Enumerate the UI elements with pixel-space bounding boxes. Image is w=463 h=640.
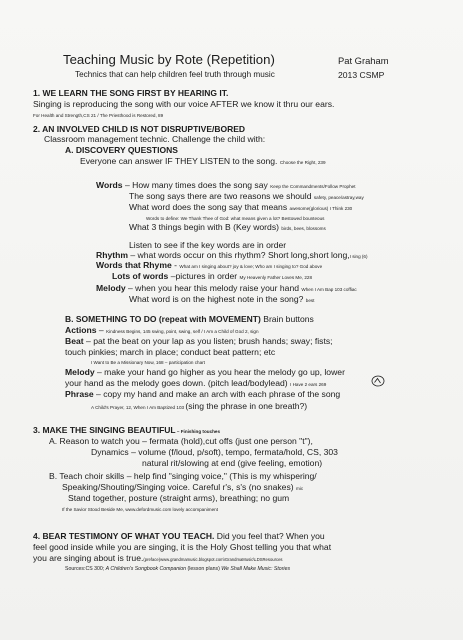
sources-book-2: We Shall Make Music: Stories bbox=[221, 566, 291, 572]
beat-line-1 bbox=[65, 336, 333, 346]
text: your hand as the melody goes down. (pitch lead/bodylead) bbox=[65, 378, 291, 388]
lots-of-words-line bbox=[112, 271, 312, 283]
text: (sing the phrase in one breath?) bbox=[185, 401, 308, 411]
hand-drawn-pitch-arrow-icon bbox=[371, 375, 385, 387]
source-ref: safety, peace/astray,way bbox=[313, 195, 364, 200]
heading-text: B. SOMETHING TO DO (repeat with MOVEMENT) bbox=[65, 314, 261, 324]
sources-book: A Children's Songbook Companion bbox=[105, 566, 187, 572]
source-ref: My Heavenly Father Loves Me, 228 bbox=[239, 275, 313, 280]
heading-tail: Brain buttons bbox=[260, 314, 314, 324]
text: you are singing about is true. bbox=[33, 553, 144, 563]
section-2a-text bbox=[80, 156, 326, 168]
text: – copy my hand and make an arch with each phrase of the song bbox=[93, 389, 341, 399]
text: Everyone can answer IF THEY LISTEN to the song. bbox=[80, 156, 278, 166]
source-ref: I sing (6) bbox=[349, 254, 368, 259]
section-3a-line-2: Dynamics – volume (f/loud, p/soft), tempo, fermata/hold, CS, 303 bbox=[91, 447, 338, 457]
text: – bbox=[96, 325, 107, 335]
heading-text: 4. BEAR TESTIMONY OF WHAT YOU TEACH. bbox=[33, 531, 215, 541]
source-ref: When I Am Bap 103 coffiac bbox=[301, 287, 357, 292]
source-ref: mic bbox=[296, 486, 304, 491]
term: Melody bbox=[65, 367, 95, 377]
section-3a-line-3: natural rit/slowing at end (give feeling, emotion) bbox=[142, 458, 323, 468]
section-2a-heading: A. DISCOVERY QUESTIONS bbox=[65, 145, 178, 155]
text: – what words occur on this rhythm? Short long,short long, bbox=[128, 250, 350, 260]
heading-tail: – Finishing touches bbox=[175, 429, 221, 434]
heading-tail: Did you feel that? When you bbox=[214, 531, 325, 541]
source-ref: Keep the Commandments/Follow Prophet bbox=[270, 184, 356, 189]
term: Melody bbox=[96, 283, 126, 293]
event-label: 2013 CSMP bbox=[338, 70, 385, 80]
term: Phrase bbox=[65, 389, 94, 399]
section-3b-line-3: Stand together, posture (straight arms), breathing; no gum bbox=[68, 493, 290, 503]
heading-text: 3. MAKE THE SINGING BEAUTIFUL bbox=[33, 425, 176, 435]
term: Actions bbox=[65, 325, 97, 335]
source-ref: Kindness Begins, 145 swing, point, swing, self / I Am a Child of God 2, sign bbox=[106, 329, 259, 334]
source-ref: birds, bees, blossoms bbox=[281, 226, 326, 231]
text: What word does the song say that means bbox=[129, 202, 290, 212]
text: Speaking/Shouting/Singing voice. Careful r's, s's (no snakes) bbox=[62, 482, 297, 492]
section-3b-line-1: B. Teach choir skills – help find "singing voice," (This is my whispering/ bbox=[49, 471, 317, 481]
text: – when you hear this melody raise your hand bbox=[125, 283, 302, 293]
section-1-text: Singing is reproducing the song with our voice AFTER we know it thru our ears. bbox=[33, 99, 335, 109]
text: – make your hand go higher as you hear the melody go up, lower bbox=[94, 367, 345, 377]
section-1-source: For Health and Strength,CS 21 / The Priesthood is Restored, 89 bbox=[33, 113, 164, 118]
words-line-5 bbox=[129, 222, 326, 234]
author-name: Pat Graham bbox=[338, 55, 389, 66]
section-3a-line-1: A. Reason to watch you – fermata (hold),cut offs (just one person "t"), bbox=[49, 436, 313, 446]
melody-line-2 bbox=[129, 294, 314, 306]
section-1-heading: 1. WE LEARN THE SONG FIRST BY HEARING IT. bbox=[33, 88, 229, 98]
source-ref: Choose the Right, 239 bbox=[279, 160, 326, 165]
section-4-sources bbox=[65, 564, 290, 574]
text: – How many times does the song say bbox=[122, 180, 271, 190]
section-4-line-2: feel good inside while you are singing, it is the Holy Ghost telling you that what bbox=[33, 542, 332, 552]
section-2-intro: Classroom management technic. Challenge the child with: bbox=[44, 134, 266, 144]
sources-prefix: Sources:CS 300; bbox=[65, 566, 106, 572]
source-ref: (preface)www.grandmamusic.blogspot.com\GrandmaMusic\LDSResources bbox=[143, 557, 283, 562]
words-line-3 bbox=[129, 202, 352, 214]
section-3b-source: If the Savior Stood Beside Me, www.defordmusic.com lovely accompaniment bbox=[62, 507, 219, 512]
term: Words bbox=[96, 180, 123, 190]
text: What 3 things begin with B (Key words) bbox=[129, 222, 282, 232]
page-subtitle: Technics that can help children feel truth through music bbox=[75, 70, 275, 79]
term: Words that Rhyme bbox=[96, 260, 172, 270]
term: Lots of words bbox=[112, 271, 169, 281]
source-ref: A Child's Prayer, 12, When I Am Baptized 103 bbox=[91, 405, 186, 410]
beat-line-2: touch pinkies; march in place; conduct beat pattern; etc bbox=[65, 347, 276, 357]
text: - bbox=[171, 260, 180, 270]
section-2-heading: 2. AN INVOLVED CHILD IS NOT DISRUPTIVE/BORED bbox=[33, 124, 246, 134]
page-title: Teaching Music by Rote (Repetition) bbox=[63, 52, 275, 67]
section-2b-heading bbox=[65, 314, 314, 324]
source-ref: awesome(glorious) I Think 230 bbox=[289, 206, 353, 211]
source-ref: best bbox=[305, 298, 315, 303]
source-ref: What am I singing about? joy & love; Who am I singing to? God above bbox=[179, 264, 323, 269]
melody2-line-1 bbox=[65, 367, 345, 377]
term: Rhythm bbox=[96, 250, 128, 260]
beat-source: I Want to Be a Missionary Now, 168 – participation chart bbox=[91, 360, 205, 365]
phrase-line-1 bbox=[65, 389, 340, 399]
listen-line: Listen to see if the key words are in order bbox=[129, 240, 287, 250]
text: The song says there are two reasons we should bbox=[129, 191, 314, 201]
source-ref: I Have 2 ears 269 bbox=[290, 382, 327, 387]
words-line-4: Words to define: We Thank Thee of God: what means given a lot? Bestowed bounteous bbox=[146, 216, 325, 221]
sources-mid: (lesson plans) bbox=[186, 566, 222, 572]
text: –pictures in order bbox=[168, 271, 240, 281]
phrase-line-2 bbox=[91, 401, 307, 413]
term: Beat bbox=[65, 336, 84, 346]
text: What word is on the highest note in the song? bbox=[129, 294, 306, 304]
section-4-heading bbox=[33, 531, 325, 541]
text: – pat the beat on your lap as you listen; brush hands; sway; fists; bbox=[83, 336, 333, 346]
